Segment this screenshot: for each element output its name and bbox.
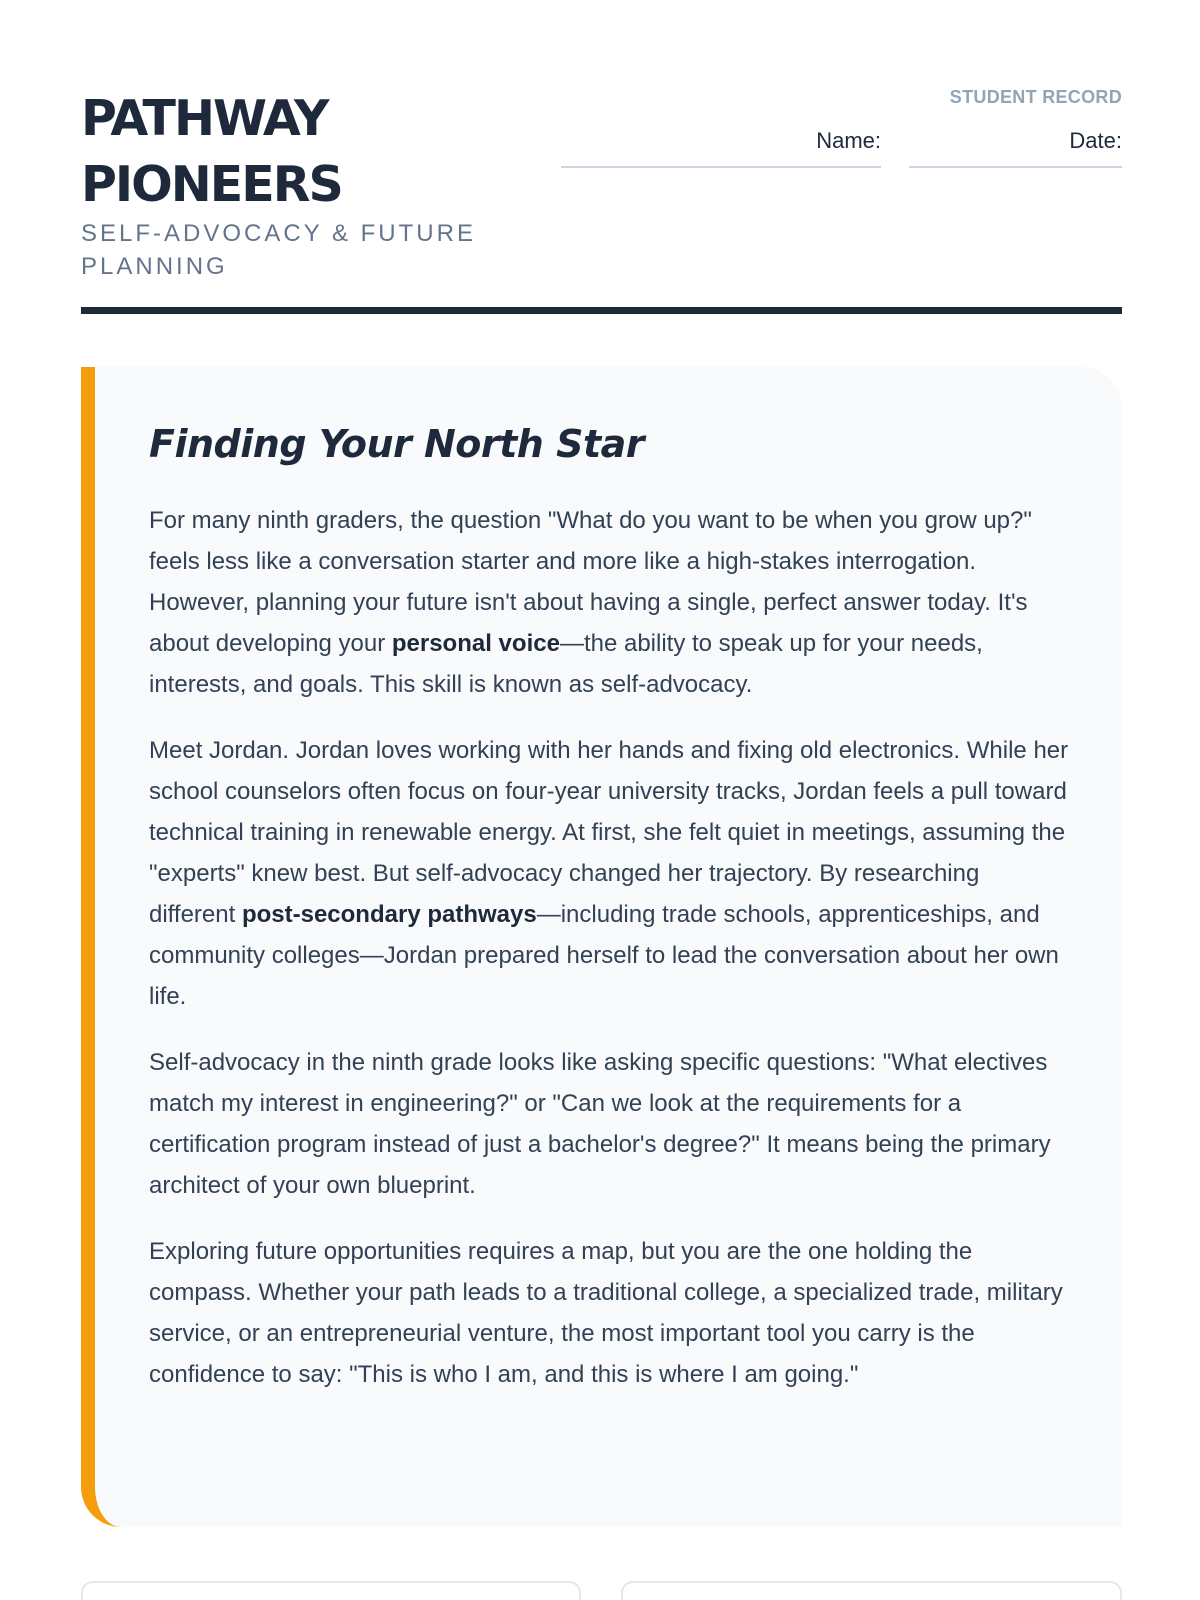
brand-title <box>81 86 481 218</box>
story-panel <box>81 367 1122 1527</box>
brand-title-line-1: PATHWAY <box>81 90 328 147</box>
page-header <box>81 86 1122 316</box>
story-title: Finding Your North Star <box>149 422 645 466</box>
paragraph-1-text-b: —the ability to speak up for your needs, interests, and goals. This skill is known as self-advocacy. <box>149 630 983 698</box>
story-paragraph-2 <box>149 730 1070 1017</box>
paragraph-2-text-b: —including trade schools, apprenticeships, and community colleges—Jordan prepared herself to lead the conversation about her own life. <box>149 901 1059 1010</box>
activity-card-right <box>621 1581 1122 1600</box>
brand-title-line-2: PIONEERS <box>81 156 342 213</box>
story-paragraph-4: Exploring future opportunities requires a map, but you are the one holding the compass. Whether your path leads to a traditional college, a specialized trade, military service, or an entrepreneurial venture, the most important tool you carry is the confidence to say: "This is who I am, and this is where I am going." <box>149 1238 1063 1388</box>
student-record-label: STUDENT RECORD <box>949 87 1122 107</box>
date-field[interactable] <box>909 124 1122 168</box>
name-field[interactable] <box>561 124 881 168</box>
name-label: Name: <box>816 128 881 153</box>
story-paragraph-3: Self-advocacy in the ninth grade looks like asking specific questions: "What electives match my interest in engineering?" or "Can we look at the requirements for a certification program instead of just a bachelor's degree?" It means being the primary architect of your own blueprint. <box>149 1049 1051 1199</box>
story-paragraph-1 <box>149 500 1070 705</box>
paragraph-2-text-a: Meet Jordan. Jordan loves working with her hands and fixing old electronics. While her school counselors often focus on four-year university tracks, Jordan feels a pull toward technical training in renewable energy. At first, she felt quiet in meetings, assuming the "experts" knew best. But self-advocacy changed her trajectory. By researching different <box>149 737 1069 928</box>
student-record <box>950 86 1122 108</box>
paragraph-1-text-a: For many ninth graders, the question "What do you want to be when you grow up?" feels less like a conversation starter and more like a high-stakes interrogation. However, planning your future isn't about having a single, perfect answer today. It's about developing your <box>149 507 1032 657</box>
brand-subtitle: SELF-ADVOCACY & FUTURE PLANNING <box>81 220 476 280</box>
header-divider <box>81 307 1122 314</box>
paragraph-1-bold: personal voice <box>391 630 560 657</box>
date-label: Date: <box>1069 128 1122 153</box>
paragraph-2-bold: post-secondary pathways <box>241 901 537 928</box>
activity-card-left <box>81 1581 581 1600</box>
student-record-fields <box>561 124 1122 168</box>
